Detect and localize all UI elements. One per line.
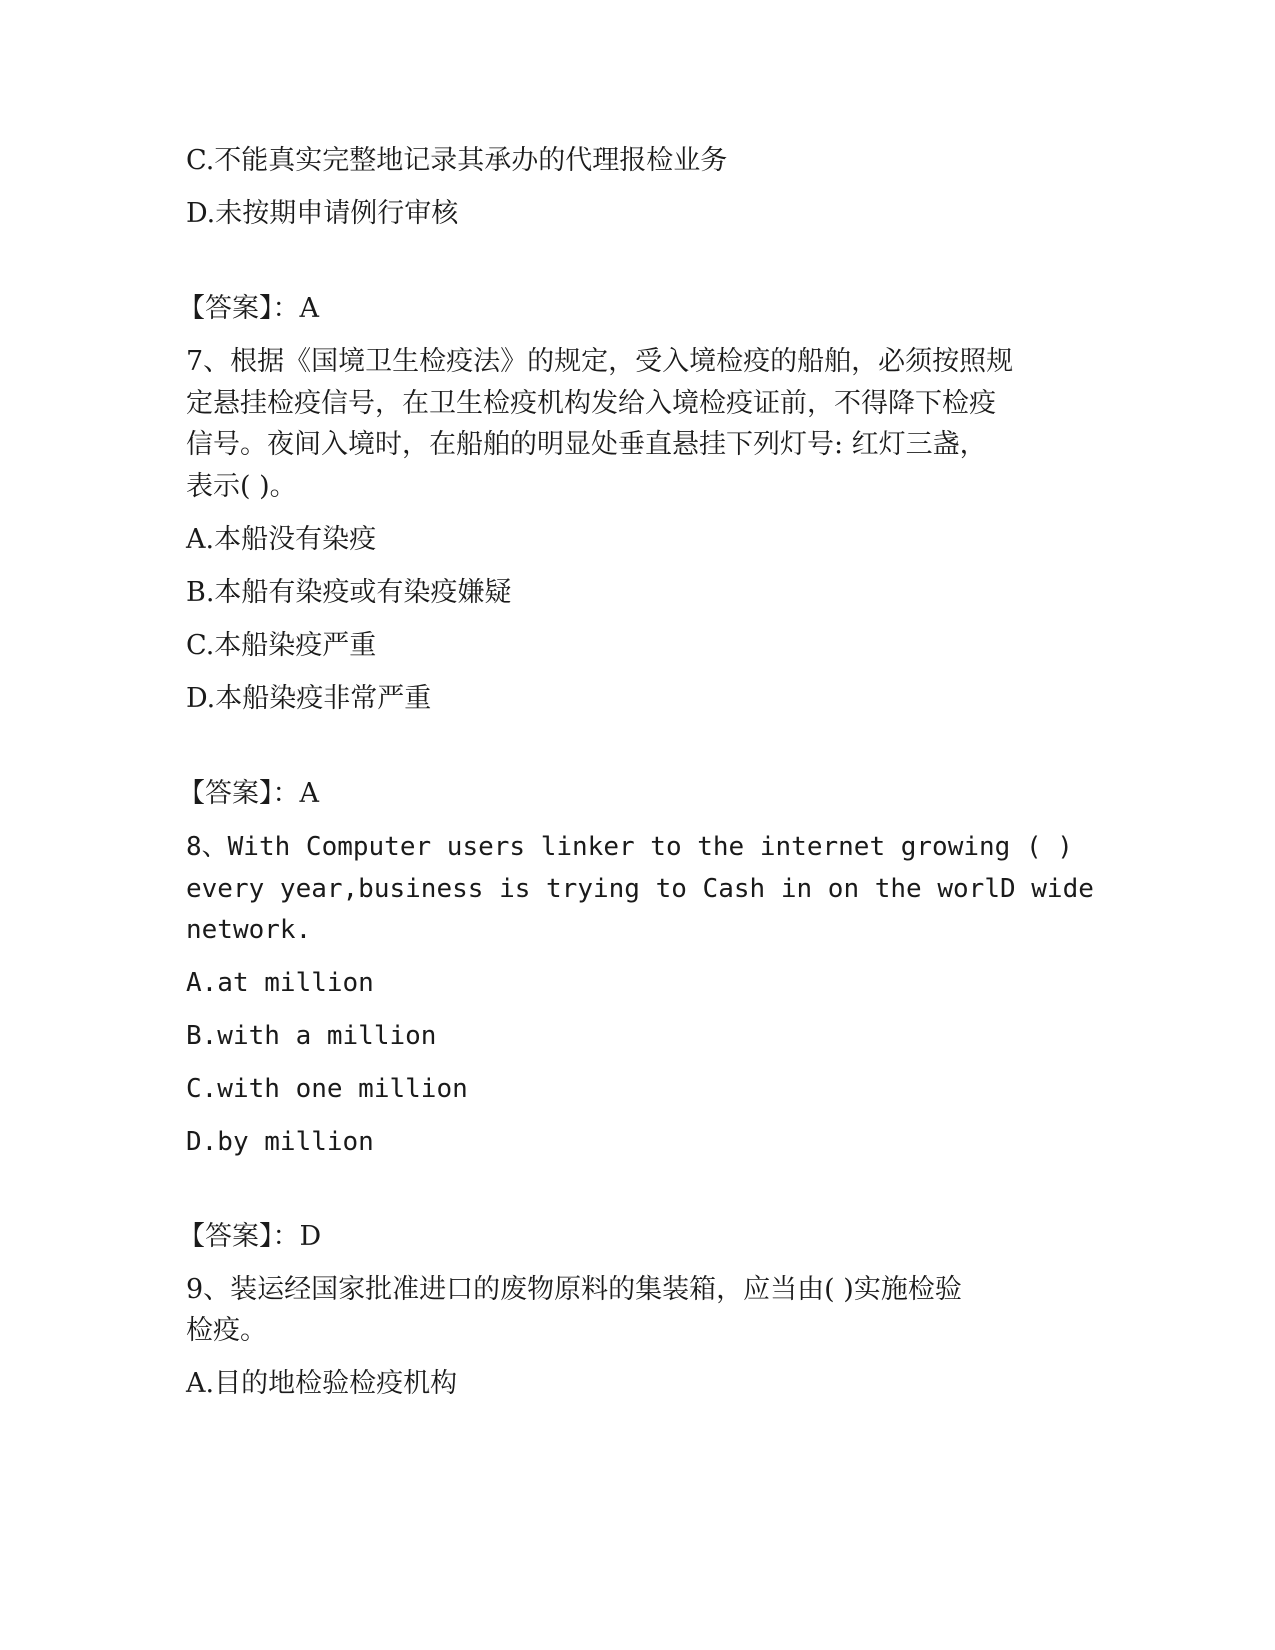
answer-line: 【答案】：A bbox=[178, 293, 319, 324]
question-7-option-a: A.本船没有染疫 bbox=[186, 524, 377, 555]
question-8-option-a: A.at million bbox=[186, 968, 374, 998]
question-8-option-d: D.by million bbox=[186, 1127, 374, 1157]
question-7-line-1: 7、根据《国境卫生检疫法》的规定，受入境检疫的船舶，必须按照规 bbox=[186, 346, 1014, 377]
question-8-line-1: 8、With Computer users linker to the internet growing ( ) bbox=[186, 832, 1073, 862]
question-9-line-1: 9、装运经国家批准进口的废物原料的集装箱，应当由( )实施检验 bbox=[186, 1274, 962, 1305]
option-d: D.未按期申请例行审核 bbox=[186, 198, 459, 229]
question-7-option-c: C.本船染疫严重 bbox=[186, 630, 377, 661]
question-7-line-2: 定悬挂检疫信号，在卫生检疫机构发给入境检疫证前，不得降下检疫 bbox=[186, 388, 996, 419]
question-8-line-2: every year,business is trying to Cash in on the worlD wide bbox=[186, 874, 1094, 904]
question-8-answer: 【答案】：D bbox=[178, 1221, 322, 1252]
question-7-line-4: 表示( )。 bbox=[186, 471, 297, 502]
question-8-option-b: B.with a million bbox=[186, 1021, 437, 1051]
question-7-option-d: D.本船染疫非常严重 bbox=[186, 683, 432, 714]
question-9-option-a: A.目的地检验检疫机构 bbox=[186, 1368, 458, 1399]
question-7-option-b: B.本船有染疫或有染疫嫌疑 bbox=[186, 577, 512, 608]
option-c: C.不能真实完整地记录其承办的代理报检业务 bbox=[186, 145, 728, 176]
question-7-answer: 【答案】：A bbox=[178, 778, 319, 809]
question-9-line-2: 检疫。 bbox=[186, 1315, 267, 1346]
question-7-line-3: 信号。夜间入境时，在船舶的明显处垂直悬挂下列灯号: 红灯三盏， bbox=[186, 429, 987, 460]
question-8-line-3: network. bbox=[186, 915, 312, 945]
document-page bbox=[178, 0, 1094, 1650]
question-8-option-c: C.with one million bbox=[186, 1074, 468, 1104]
